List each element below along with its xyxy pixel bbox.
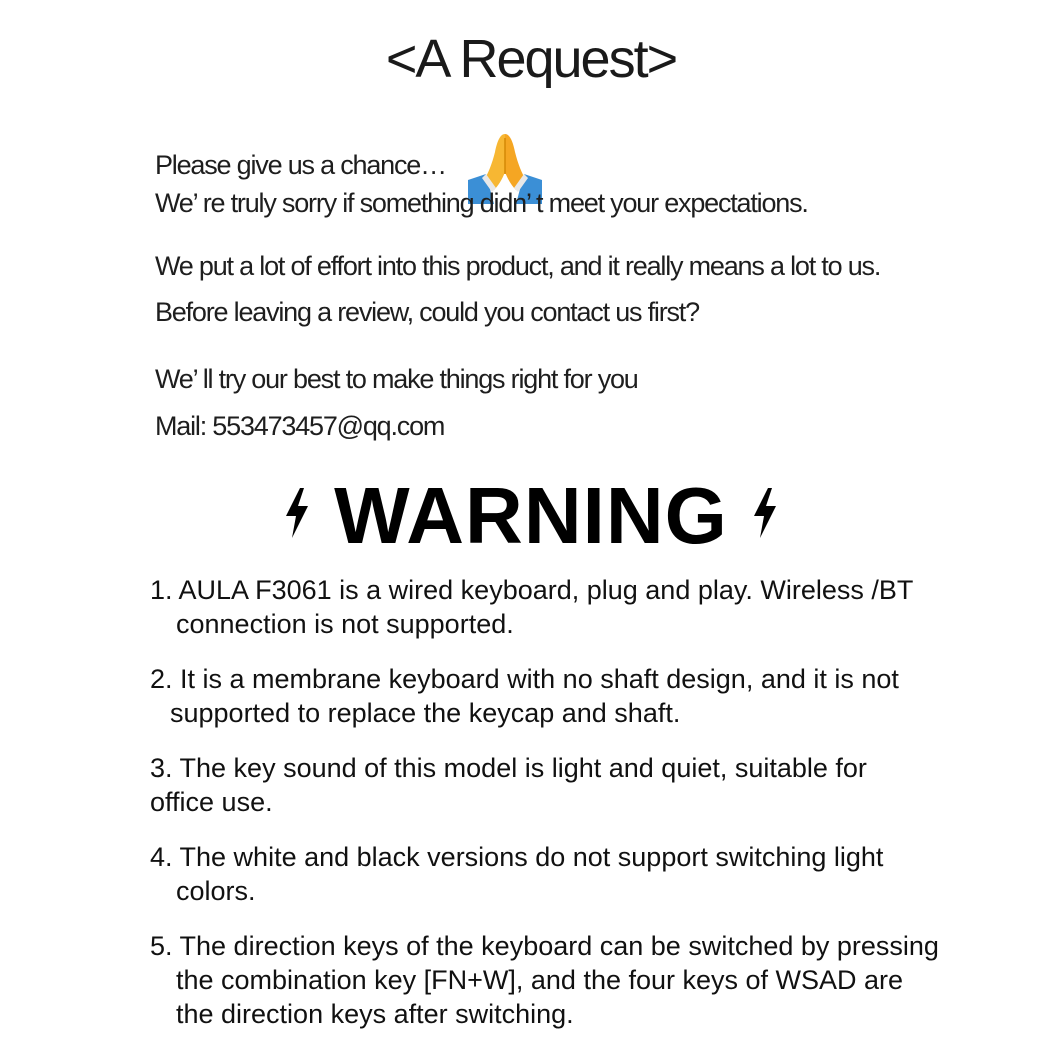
request-line-sorry: We’ re truly sorry if something didn’ t meet your expectations. bbox=[155, 188, 808, 218]
warning-title: WARNING bbox=[334, 471, 728, 560]
warning-item-line: 2. It is a membrane keyboard with no shaft design, and it is not bbox=[150, 664, 899, 694]
warning-item-5 bbox=[150, 929, 939, 1031]
warning-item-line: 5. The direction keys of the keyboard can be switched by pressing bbox=[150, 931, 939, 961]
warning-item-line: connection is not supported. bbox=[176, 609, 514, 639]
request-line-effort: We put a lot of effort into this product, and it really means a lot to us. bbox=[155, 251, 881, 281]
request-title: <A Request> bbox=[385, 29, 677, 89]
request-line-best: We’ ll try our best to make things right for you bbox=[155, 364, 638, 394]
request-line-contact: Before leaving a review, could you contact us first? bbox=[155, 297, 699, 327]
warning-item-4 bbox=[150, 840, 883, 908]
warning-item-2 bbox=[150, 662, 899, 730]
warning-item-1 bbox=[150, 573, 913, 641]
warning-item-line: the direction keys after switching. bbox=[176, 999, 574, 1029]
warning-item-line: supported to replace the keycap and shaft. bbox=[170, 698, 681, 728]
warning-item-line: colors. bbox=[176, 876, 256, 906]
warning-item-line: office use. bbox=[150, 787, 273, 817]
warning-item-3 bbox=[150, 751, 867, 819]
lightning-bolt-icon bbox=[752, 488, 778, 538]
warning-item-line: 1. AULA F3061 is a wired keyboard, plug and play. Wireless /BT bbox=[150, 575, 914, 605]
request-mail: Mail: 553473457@qq.com bbox=[155, 411, 445, 441]
warning-item-line: the combination key [FN+W], and the four keys of WSAD are bbox=[176, 965, 904, 995]
warning-item-line: 3. The key sound of this model is light and quiet, suitable for bbox=[150, 753, 867, 783]
request-line-text: Please give us a chance… bbox=[155, 150, 446, 181]
warning-item-line: 4. The white and black versions do not support switching light bbox=[150, 842, 884, 872]
